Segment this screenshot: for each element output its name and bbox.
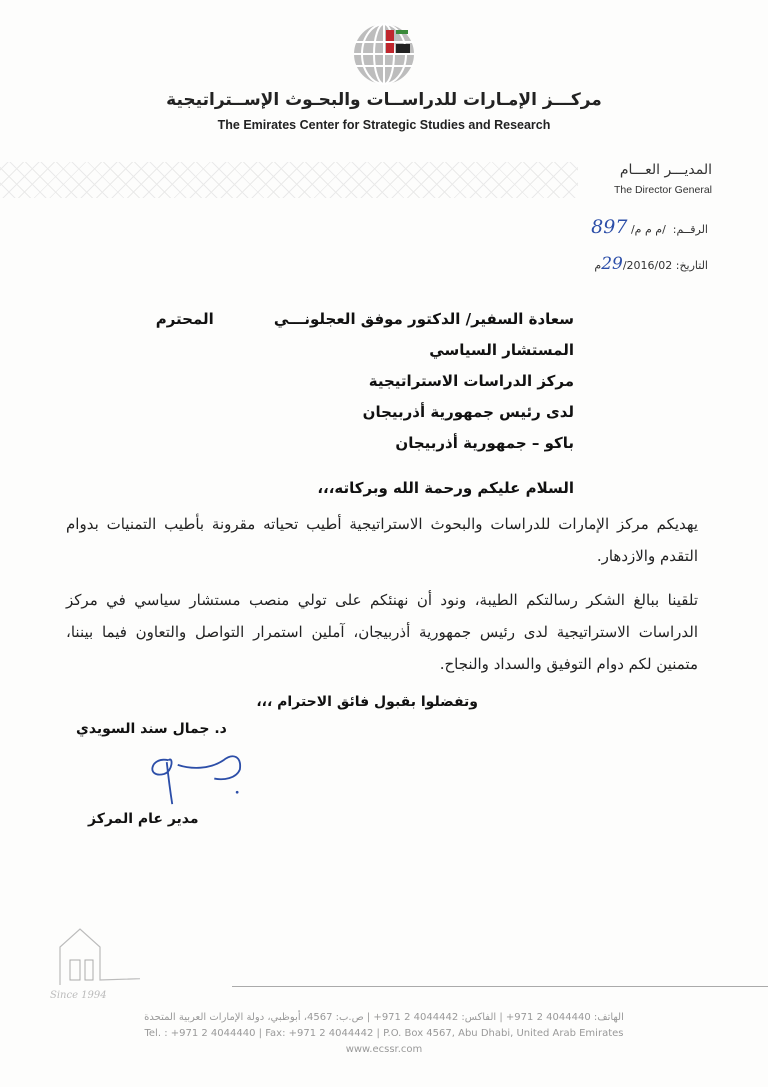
date-rest: /2016/02م (594, 259, 673, 272)
reference-label: الرقــم: (672, 223, 708, 236)
reference-number (591, 216, 708, 238)
footer-website: www.ecssr.com (345, 1044, 423, 1055)
greeting: السلام عليكم ورحمة الله وبركاته،،، (317, 479, 574, 497)
recipient-honorific: المحترم (155, 310, 214, 328)
org-name-english: The Emirates Center for Strategic Studies and Research (217, 118, 551, 132)
signatory-name: د. جمال سند السويدي (76, 721, 227, 737)
handwritten-signature (136, 742, 256, 806)
letter-content (66, 304, 698, 832)
recipient-org-2: لدى رئيس جمهورية أذربيجان (362, 403, 574, 421)
decorative-pattern-band (0, 162, 578, 198)
reference-value: 897 (591, 216, 628, 238)
org-name-arabic: مركـــز الإمـارات للدراســات والبحـوث الإســتراتيجية (166, 90, 602, 110)
letter-date (594, 254, 708, 274)
signatory-title: مدير عام المركز (88, 811, 199, 827)
recipient-org: مركز الدراسات الاستراتيجية (368, 372, 574, 390)
date-day: 29 (601, 254, 623, 274)
footer-contact-arabic: الهاتف: 4044440 2 971+ | الفاكس: 4044442 2 971+ | ص.ب: 4567، أبوظبي، دولة الإمارات العربية المتحدة (144, 1012, 624, 1023)
since-year: Since 1994 (50, 990, 107, 1001)
recipient-name: سعادة السفير/ الدكتور موفق العجلونـــي (273, 310, 574, 328)
office-title-english: The Director General (613, 184, 712, 196)
office-title-arabic: المديـــر العـــام (619, 162, 712, 178)
date-label: التاريخ: (675, 259, 708, 272)
recipient-position: المستشار السياسي (429, 341, 574, 359)
recipient-name-row (66, 304, 698, 335)
footer-contact-english: Tel. : +971 2 4044440 | Fax: +971 2 4044442 | P.O. Box 4567, Abu Dhabi, United Arab Emirates (144, 1028, 624, 1039)
reference-prefix: /م م م/ (630, 223, 666, 236)
paragraph-2: تلقينا ببالغ الشكر رسالتكم الطيبة، ونود أن نهنئكم على تولي منصب مستشار سياسي في مركز الدراسات الاستراتيجية لدى رئيس جمهورية أذربيجان، آملين استمرار التواصل والتعاون فيما بيننا، متمنين لكم دوام التوفيق والسداد والنجاح. (66, 591, 698, 673)
signature-block (66, 716, 698, 832)
ecssr-globe-logo (352, 22, 416, 86)
paragraph-1: يهديكم مركز الإمارات للدراسات والبحوث الاستراتيجية أطيب تحياته مقرونة بأطيب التمنيات بدوام التقدم والازدهار. (66, 515, 698, 565)
recipient-location: باكو – جمهورية أذربيجان (395, 434, 574, 452)
closing: وتفضلوا بقبول فائق الاحترام ،،، (256, 694, 478, 710)
footer-divider (232, 986, 768, 987)
